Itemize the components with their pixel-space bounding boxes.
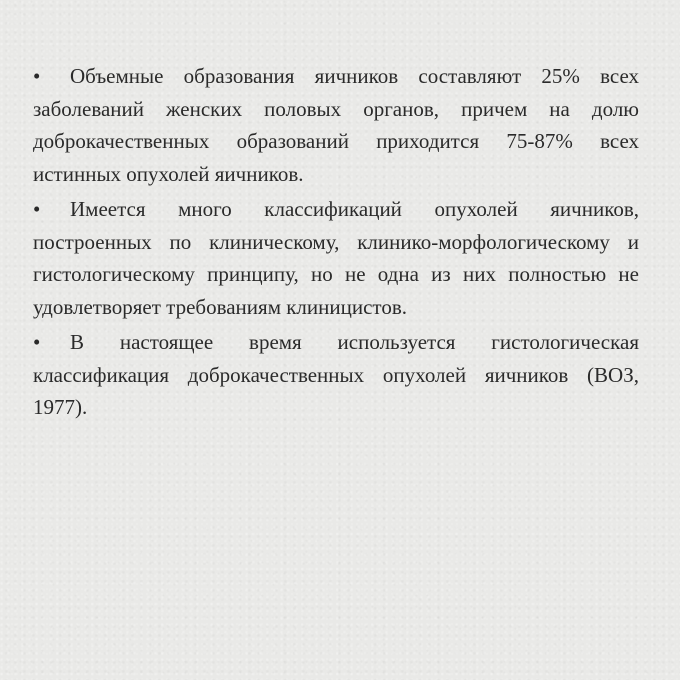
bullet-paragraph-2 [33, 193, 639, 323]
bullet-icon: • [33, 64, 41, 88]
bullet-list [33, 60, 639, 427]
bullet-paragraph-1 [33, 60, 639, 190]
bullet-paragraph-3 [33, 326, 639, 424]
paragraph-text: Объемные образования яичников составляют 25% всех заболеваний женских половых органов, причем на долю доброкачественных образований приходится 75-87% всех истинных опухолей яичников. [33, 64, 639, 186]
paragraph-text: В настоящее время используется гистологическая классификация доброкачественных опухолей яичников (ВОЗ, 1977). [33, 330, 639, 419]
bullet-icon: • [33, 197, 41, 221]
paragraph-text: Имеется много классификаций опухолей яичников, построенных по клиническому, клинико-морфологическому и гистологическому принципу, но не одна из них полностью не удовлетворяет требованиям клиницистов. [33, 197, 639, 319]
bullet-icon: • [33, 330, 41, 354]
